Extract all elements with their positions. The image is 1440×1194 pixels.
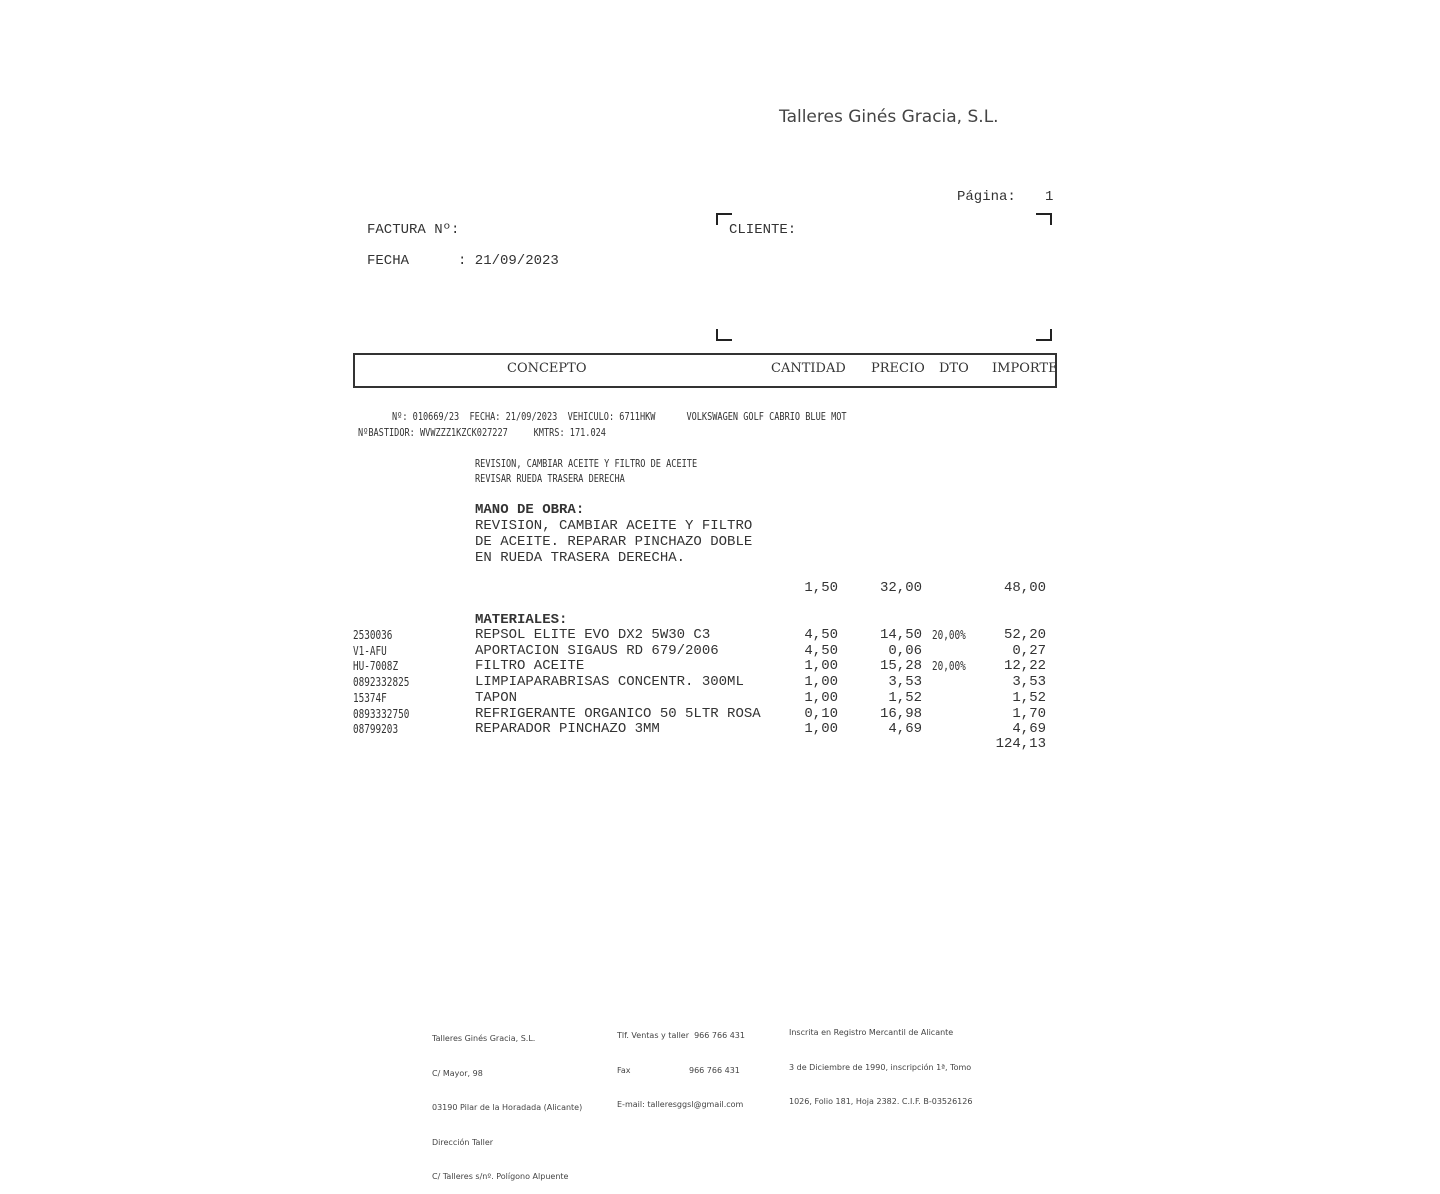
item-qty: 1,00 [804, 721, 838, 737]
materials-total: 124,13 [995, 736, 1046, 752]
item-amount: 4,69 [1012, 721, 1046, 737]
footer-line: C/ Mayor, 98 [432, 1068, 483, 1078]
item-qty: 1,00 [804, 674, 838, 690]
client-label: CLIENTE: [729, 222, 797, 238]
page-label: Página: [957, 189, 1016, 205]
request-line: REVISAR RUEDA TRASERA DERECHA [475, 472, 625, 485]
table-row [0, 643, 1440, 659]
item-description: APORTACION SIGAUS RD 679/2006 [475, 643, 719, 659]
item-amount: 3,53 [1012, 674, 1046, 690]
item-code: 15374F [353, 691, 387, 705]
footer-address [432, 1010, 582, 1194]
item-price: 4,69 [888, 721, 922, 737]
footer-line: C/ Talleres s/nº. Polígono Alpuente [432, 1172, 569, 1181]
item-description: FILTRO ACEITE [475, 658, 585, 674]
table-row [0, 674, 1440, 690]
table-row [0, 706, 1440, 722]
invoice-label: FACTURA Nº: [367, 222, 460, 238]
item-description: REPSOL ELITE EVO DX2 5W30 C3 [475, 627, 711, 643]
item-discount: 20,00% [932, 659, 966, 673]
item-description: LIMPIAPARABRISAS CONCENTR. 300ML [475, 674, 744, 690]
labour-line: EN RUEDA TRASERA DERECHA. [475, 550, 686, 566]
labour-price: 32,00 [879, 580, 922, 596]
item-code: 08799203 [353, 722, 399, 736]
page-number: 1 [1045, 189, 1054, 205]
item-price: 15,28 [879, 658, 922, 674]
vin-line: NºBASTIDOR: WVWZZZ1KZCK027227 KMTRS: 171.024 [358, 426, 606, 439]
footer-line: 3 de Diciembre de 1990, inscripción 1ª, Tomo [789, 1062, 972, 1072]
item-qty: 4,50 [804, 627, 838, 643]
footer-contact [617, 1007, 745, 1122]
item-code: V1-AFU [353, 644, 387, 658]
item-code: 2530036 [353, 628, 393, 642]
client-box-corner-tr [1036, 213, 1052, 225]
item-price: 16,98 [879, 706, 922, 722]
labour-line: REVISION, CAMBIAR ACEITE Y FILTRO [475, 518, 753, 534]
column-price: PRECIO [871, 361, 925, 376]
footer-line: 03190 Pilar de la Horadada (Alicante) [432, 1103, 583, 1112]
column-concept: CONCEPTO [507, 361, 587, 376]
item-qty: 0,10 [804, 706, 838, 722]
table-row [0, 690, 1440, 706]
item-code: 0892332825 [353, 675, 410, 689]
table-row [0, 721, 1440, 737]
item-qty: 4,50 [804, 643, 838, 659]
item-amount: 52,20 [1003, 627, 1046, 643]
item-price: 14,50 [879, 627, 922, 643]
item-qty: 1,00 [804, 690, 838, 706]
item-amount: 0,27 [1012, 643, 1046, 659]
table-row [0, 627, 1440, 643]
materials-title: MATERIALES: [475, 612, 568, 628]
client-box-corner-bl [716, 329, 732, 341]
footer-registry [789, 1004, 972, 1119]
footer-line: Fax 966 766 431 [617, 1065, 740, 1075]
item-description: REPARADOR PINCHAZO 3MM [475, 721, 660, 737]
labour-amount: 48,00 [1003, 580, 1046, 596]
labour-line: DE ACEITE. REPARAR PINCHAZO DOBLE [475, 534, 753, 550]
item-code: HU-7008Z [353, 659, 399, 673]
item-amount: 1,52 [1012, 690, 1046, 706]
column-quantity: CANTIDAD [771, 361, 846, 376]
footer-line: Tlf. Ventas y taller 966 766 431 [617, 1031, 745, 1040]
labour-qty: 1,50 [804, 580, 838, 596]
column-discount: DTO [939, 361, 969, 376]
request-line: REVISION, CAMBIAR ACEITE Y FILTRO DE ACEITE [475, 457, 698, 470]
item-price: 3,53 [888, 674, 922, 690]
item-description: TAPON [475, 690, 518, 706]
date-value: : 21/09/2023 [458, 253, 559, 269]
table-row [0, 658, 1440, 674]
item-discount: 20,00% [932, 628, 966, 642]
client-box-corner-br [1036, 329, 1052, 341]
item-amount: 1,70 [1012, 706, 1046, 722]
item-price: 0,06 [888, 643, 922, 659]
date-label: FECHA [367, 253, 410, 269]
footer-line: Dirección Taller [432, 1137, 494, 1147]
footer-line: 1026, Folio 181, Hoja 2382. C.I.F. B-03526126 [789, 1097, 973, 1106]
item-qty: 1,00 [804, 658, 838, 674]
order-line: Nº: 010669/23 FECHA: 21/09/2023 VEHICULO: 6711HKW VOLKSWAGEN GOLF CABRIO BLUE MOT [392, 410, 847, 423]
footer-line: Inscrita en Registro Mercantil de Alicante [789, 1028, 954, 1037]
footer-line: Talleres Ginés Gracia, S.L. [432, 1034, 536, 1043]
item-description: REFRIGERANTE ORGANICO 50 5LTR ROSA [475, 706, 761, 722]
labour-title: MANO DE OBRA: [475, 502, 585, 518]
company-name: Talleres Ginés Gracia, S.L. [779, 107, 999, 127]
footer-line: E-mail: talleresggsl@gmail.com [617, 1100, 744, 1109]
item-code: 0893332750 [353, 707, 410, 721]
item-price: 1,52 [888, 690, 922, 706]
column-amount: IMPORTE [992, 361, 1058, 376]
item-amount: 12,22 [1003, 658, 1046, 674]
